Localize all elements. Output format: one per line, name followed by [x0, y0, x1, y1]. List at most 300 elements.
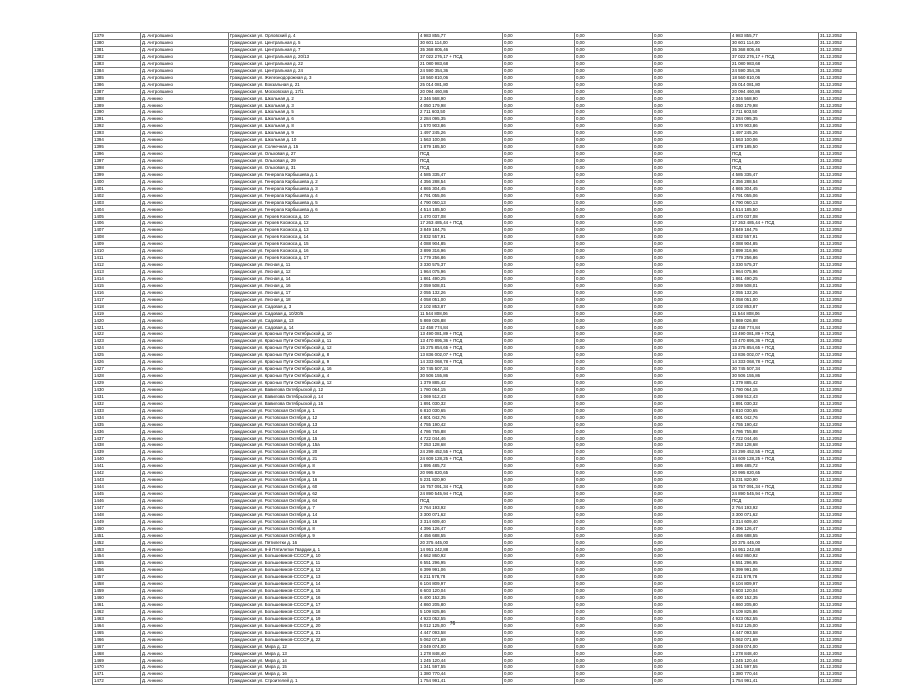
table-cell: 1407 — [93, 227, 141, 234]
table-cell: 1425 — [93, 352, 141, 359]
table-cell: 1468 — [93, 650, 141, 657]
table-cell: 0,00 — [653, 490, 731, 497]
table-cell: 0,00 — [653, 539, 731, 546]
table-cell: 13 836 002,07 + ПСД — [419, 352, 503, 359]
table-cell: 31.12.2052 — [819, 157, 857, 164]
table-cell: 0,00 — [503, 178, 575, 185]
table-cell: 0,00 — [575, 220, 653, 227]
table-cell: 1435 — [93, 421, 141, 428]
table-cell: Гражданская ул. Героев Космоса д. 12 — [229, 220, 419, 227]
table-cell: 31.12.2052 — [819, 504, 857, 511]
table-cell: 30 601 114,00 — [731, 39, 819, 46]
table-row — [93, 650, 857, 657]
table-cell: 1 379 885,42 — [731, 379, 819, 386]
table-row — [93, 178, 857, 185]
table-cell: 0,00 — [503, 407, 575, 414]
table-cell: 3 849 184,75 — [419, 227, 503, 234]
table-cell: 31.12.2052 — [819, 331, 857, 338]
table-cell: 6 810 030,65 — [731, 407, 819, 414]
table-cell: 20 375 445,00 — [731, 539, 819, 546]
table-cell: 0,00 — [575, 643, 653, 650]
table-cell: 11 544 808,06 — [731, 310, 819, 317]
table-cell: 0,00 — [575, 171, 653, 178]
table-cell: 30 745 507,34 — [731, 366, 819, 373]
table-cell: 0,00 — [503, 504, 575, 511]
table-cell: Гражданская ул. Большевиков-ССССР д. 16 — [229, 594, 419, 601]
table-cell: Гражданская ул. Лесная д. 11 — [229, 261, 419, 268]
table-cell: Д. Аннино — [141, 442, 229, 449]
table-cell: Д. Аннино — [141, 386, 229, 393]
table-cell: 4 983 855,77 — [419, 33, 503, 40]
table-row — [93, 574, 857, 581]
table-cell: 0,00 — [575, 60, 653, 67]
table-cell: 31.12.2052 — [819, 490, 857, 497]
table-cell: 0,00 — [575, 310, 653, 317]
table-cell: 1393 — [93, 130, 141, 137]
table-cell: 0,00 — [575, 130, 653, 137]
table-cell: Д. Аннино — [141, 657, 229, 664]
table-cell: 31.12.2052 — [819, 324, 857, 331]
table-cell: Гражданская ул. Красных Пути Октябрьской д. 9 — [229, 359, 419, 366]
table-cell: 0,00 — [653, 372, 731, 379]
table-cell: Д. Аннино — [141, 532, 229, 539]
table-cell: 0,00 — [503, 192, 575, 199]
table-cell: Д. Аннино — [141, 435, 229, 442]
table-cell: 30 506 155,86 — [419, 372, 503, 379]
table-cell: Гражданская ул. Железнодорожная д. 3 — [229, 74, 419, 81]
table-cell: 31.12.2052 — [819, 483, 857, 490]
table-row — [93, 227, 857, 234]
table-cell: 0,00 — [575, 546, 653, 553]
table-cell: 31.12.2052 — [819, 123, 857, 130]
table-cell: 31.12.2052 — [819, 261, 857, 268]
table-cell: 1399 — [93, 171, 141, 178]
table-cell: 31.12.2052 — [819, 636, 857, 643]
table-cell: 31.12.2052 — [819, 386, 857, 393]
table-cell: 0,00 — [653, 650, 731, 657]
table-cell: 0,00 — [503, 456, 575, 463]
table-cell: 0,00 — [503, 144, 575, 151]
table-cell: 31.12.2052 — [819, 629, 857, 636]
table-cell: 0,00 — [575, 504, 653, 511]
table-cell: 3 899 316,96 — [731, 248, 819, 255]
table-cell: Д. Аннино — [141, 157, 229, 164]
table-cell: 0,00 — [575, 442, 653, 449]
table-cell: 0,00 — [503, 678, 575, 685]
table-row — [93, 366, 857, 373]
table-cell: 0,00 — [653, 289, 731, 296]
table-cell: Д. Антропшино — [141, 33, 229, 40]
table-row — [93, 171, 857, 178]
table-cell: 31.12.2052 — [819, 227, 857, 234]
table-cell: Д. Аннино — [141, 581, 229, 588]
table-cell: 0,00 — [575, 615, 653, 622]
table-cell: 0,00 — [653, 268, 731, 275]
table-cell: 0,00 — [653, 601, 731, 608]
table-cell: 31.12.2052 — [819, 282, 857, 289]
table-cell: 0,00 — [503, 67, 575, 74]
table-cell: 0,00 — [503, 449, 575, 456]
table-cell: Д. Аннино — [141, 615, 229, 622]
table-row — [93, 109, 857, 116]
table-cell: 4 722 044,46 — [419, 435, 503, 442]
table-cell: 0,00 — [503, 400, 575, 407]
table-cell: 0,00 — [575, 483, 653, 490]
table-cell: 31.12.2052 — [819, 178, 857, 185]
table-cell: 4 790 060,13 — [419, 199, 503, 206]
table-cell: 4 801 042,76 — [419, 414, 503, 421]
table-cell: 1472 — [93, 678, 141, 685]
table-cell: 31.12.2052 — [819, 74, 857, 81]
table-cell: Гражданская ул. Вавилова Октябрьской д. 14 — [229, 393, 419, 400]
table-cell: 0,00 — [575, 601, 653, 608]
table-cell: 1419 — [93, 310, 141, 317]
table-cell: Гражданская ул. Ростовская Октября д. 14 — [229, 428, 419, 435]
table-cell: 0,00 — [575, 67, 653, 74]
table-cell: Д. Аннино — [141, 185, 229, 192]
table-cell: Д. Аннино — [141, 192, 229, 199]
table-cell: 0,00 — [503, 594, 575, 601]
table-cell: Д. Аннино — [141, 130, 229, 137]
table-cell: Гражданская ул. Красных Пути Октябрьской д. 12 — [229, 379, 419, 386]
table-cell: 0,00 — [575, 345, 653, 352]
table-cell: 37 022 276,17 + ПСД — [731, 53, 819, 60]
table-cell: 7 253 128,68 — [419, 442, 503, 449]
table-cell: 0,00 — [653, 671, 731, 678]
table-cell: 31.12.2052 — [819, 95, 857, 102]
table-cell: 5 869 026,88 — [419, 317, 503, 324]
table-cell: 14 951 242,88 — [419, 546, 503, 553]
table-cell: Д. Аннино — [141, 671, 229, 678]
table-cell: 0,00 — [575, 296, 653, 303]
table-cell: 0,00 — [503, 157, 575, 164]
table-cell: 1458 — [93, 581, 141, 588]
table-cell: 1400 — [93, 178, 141, 185]
table-cell: 0,00 — [575, 74, 653, 81]
table-cell: Д. Аннино — [141, 171, 229, 178]
table-cell: 4 058 051,00 — [419, 296, 503, 303]
table-cell: 2 711 603,50 — [731, 109, 819, 116]
table-cell: 1428 — [93, 372, 141, 379]
table-row — [93, 629, 857, 636]
table-cell: 31.12.2052 — [819, 539, 857, 546]
table-cell: 1 895 485,72 — [731, 463, 819, 470]
table-cell: 1447 — [93, 504, 141, 511]
table-cell: 0,00 — [653, 324, 731, 331]
table-cell: 16 757 091,34 + ПСД — [731, 483, 819, 490]
table-cell: 0,00 — [653, 435, 731, 442]
table-row — [93, 164, 857, 171]
table-cell: Гражданская ул. Красных Пути Октябрьской д. 11 — [229, 338, 419, 345]
table-cell: Д. Аннино — [141, 150, 229, 157]
table-cell: 0,00 — [575, 234, 653, 241]
table-row — [93, 261, 857, 268]
table-cell: 0,00 — [653, 171, 731, 178]
table-cell: 0,00 — [653, 33, 731, 40]
table-cell: Гражданская ул. Ростовская Октября д. 12 — [229, 414, 419, 421]
table-row — [93, 497, 857, 504]
table-cell: 0,00 — [503, 671, 575, 678]
table-cell: 0,00 — [503, 130, 575, 137]
table-row — [93, 95, 857, 102]
table-cell: 31.12.2052 — [819, 372, 857, 379]
table-row — [93, 379, 857, 386]
table-cell: 0,00 — [503, 255, 575, 262]
table-cell: 0,00 — [653, 130, 731, 137]
table-cell: 1390 — [93, 109, 141, 116]
table-cell: 0,00 — [653, 74, 731, 81]
table-cell: Д. Аннино — [141, 539, 229, 546]
table-cell: Гражданская ул. Красных Пути Октябрьской д. 8 — [229, 352, 419, 359]
table-cell: 35 368 805,46 — [731, 46, 819, 53]
table-cell: Д. Аннино — [141, 601, 229, 608]
table-cell: 4 722 044,46 — [731, 435, 819, 442]
table-cell: 5 231 820,90 — [731, 477, 819, 484]
table-cell: Д. Аннино — [141, 296, 229, 303]
table-row — [93, 157, 857, 164]
table-cell: Д. Аннино — [141, 518, 229, 525]
table-cell: ПСД — [419, 150, 503, 157]
table-cell: Д. Аннино — [141, 164, 229, 171]
table-cell: 0,00 — [503, 372, 575, 379]
table-cell: 31.12.2052 — [819, 234, 857, 241]
table-cell: 0,00 — [653, 95, 731, 102]
table-row — [93, 442, 857, 449]
table-cell: Д. Аннино — [141, 95, 229, 102]
table-cell: 1 380 770,44 — [419, 671, 503, 678]
table-cell: 31.12.2052 — [819, 671, 857, 678]
table-cell: Гражданская ул. Школьная д. 3 — [229, 102, 419, 109]
table-cell: 1445 — [93, 490, 141, 497]
table-cell: 1434 — [93, 414, 141, 421]
table-cell: 4 786 755,88 — [731, 428, 819, 435]
table-cell: 1384 — [93, 67, 141, 74]
table-cell: 0,00 — [503, 477, 575, 484]
table-cell: 0,00 — [653, 213, 731, 220]
table-cell: 1383 — [93, 60, 141, 67]
table-cell: 20 094 460,86 — [419, 88, 503, 95]
table-cell: 0,00 — [653, 137, 731, 144]
table-cell: 0,00 — [575, 414, 653, 421]
table-cell: 1 341 597,55 — [731, 664, 819, 671]
table-row — [93, 359, 857, 366]
table-cell: 0,00 — [575, 379, 653, 386]
table-cell: 1388 — [93, 95, 141, 102]
table-cell: 31.12.2052 — [819, 414, 857, 421]
table-cell: 1 964 075,96 — [419, 268, 503, 275]
table-cell: 31.12.2052 — [819, 560, 857, 567]
table-cell: 4 088 904,85 — [419, 241, 503, 248]
table-cell: 31.12.2052 — [819, 150, 857, 157]
table-cell: 0,00 — [575, 539, 653, 546]
table-cell: Д. Аннино — [141, 324, 229, 331]
table-cell: 3 330 575,37 — [419, 261, 503, 268]
table-row — [93, 289, 857, 296]
table-body — [93, 33, 857, 685]
table-cell: 12 458 774,84 — [419, 324, 503, 331]
table-row — [93, 470, 857, 477]
table-cell: 6 810 030,65 — [419, 407, 503, 414]
table-cell: 0,00 — [575, 400, 653, 407]
table-cell: Гражданская ул. Генерала Карбышева д. 1 — [229, 171, 419, 178]
table-cell: Д. Аннино — [141, 525, 229, 532]
table-row — [93, 678, 857, 685]
table-cell: 0,00 — [503, 303, 575, 310]
table-cell: 0,00 — [575, 359, 653, 366]
table-cell: 0,00 — [575, 421, 653, 428]
table-cell: 1417 — [93, 296, 141, 303]
table-cell: 0,00 — [503, 657, 575, 664]
table-cell: 0,00 — [503, 428, 575, 435]
table-row — [93, 511, 857, 518]
table-cell: Гражданская ул. Большевиков-ССССР д. 17 — [229, 601, 419, 608]
table-cell: 1431 — [93, 393, 141, 400]
table-cell: 0,00 — [653, 574, 731, 581]
table-cell: 1452 — [93, 539, 141, 546]
table-cell: 1398 — [93, 164, 141, 171]
table-cell: 0,00 — [503, 220, 575, 227]
table-cell: 1454 — [93, 553, 141, 560]
table-cell: 31.12.2052 — [819, 289, 857, 296]
table-row — [93, 53, 857, 60]
table-cell: 1437 — [93, 435, 141, 442]
table-cell: 31.12.2052 — [819, 359, 857, 366]
table-cell: 0,00 — [575, 407, 653, 414]
table-cell: Д. Антропшино — [141, 74, 229, 81]
table-cell: 31.12.2052 — [819, 643, 857, 650]
table-cell: 1 379 885,42 — [419, 379, 503, 386]
table-cell: 0,00 — [653, 511, 731, 518]
table-cell: 0,00 — [575, 525, 653, 532]
table-cell: 31.12.2052 — [819, 192, 857, 199]
table-cell: Гражданская ул. Вавилова Октябрьской д. 15 — [229, 400, 419, 407]
table-cell: 21 080 983,68 — [731, 60, 819, 67]
table-cell: Д. Аннино — [141, 123, 229, 130]
table-cell: 31.12.2052 — [819, 463, 857, 470]
table-cell: 1446 — [93, 497, 141, 504]
table-cell: 25 014 081,80 — [731, 81, 819, 88]
table-row — [93, 310, 857, 317]
table-cell: 4 585 335,47 — [419, 171, 503, 178]
table-cell: 1380 — [93, 39, 141, 46]
table-cell: 31.12.2052 — [819, 650, 857, 657]
table-cell: 21 080 983,68 — [419, 60, 503, 67]
table-cell: 4 356 288,54 — [731, 178, 819, 185]
table-row — [93, 130, 857, 137]
table-cell: 0,00 — [653, 678, 731, 685]
table-cell: Д. Аннино — [141, 678, 229, 685]
table-cell: 31.12.2052 — [819, 248, 857, 255]
table-cell: 0,00 — [653, 192, 731, 199]
table-cell: 3 314 609,40 — [731, 518, 819, 525]
table-cell: 31.12.2052 — [819, 421, 857, 428]
table-cell: 31.12.2052 — [819, 206, 857, 213]
table-cell: 1467 — [93, 643, 141, 650]
table-cell: 0,00 — [653, 345, 731, 352]
table-row — [93, 490, 857, 497]
table-cell: 3 314 609,40 — [419, 518, 503, 525]
table-cell: 0,00 — [503, 345, 575, 352]
table-cell: 1426 — [93, 359, 141, 366]
table-row — [93, 67, 857, 74]
table-cell: 1 069 512,43 — [419, 393, 503, 400]
table-cell: 0,00 — [575, 102, 653, 109]
table-cell: 1 895 485,72 — [419, 463, 503, 470]
table-cell: Д. Аннино — [141, 456, 229, 463]
table-cell: 6 211 578,78 — [731, 574, 819, 581]
table-row — [93, 546, 857, 553]
table-cell: 2 711 603,50 — [419, 109, 503, 116]
table-cell: Гражданская ул. Ростовская Октября д. 1 — [229, 407, 419, 414]
table-row — [93, 407, 857, 414]
table-cell: 20 094 460,86 — [731, 88, 819, 95]
table-cell: Гражданская ул. Героев Космоса д. 16 — [229, 248, 419, 255]
table-cell: 31.12.2052 — [819, 33, 857, 40]
table-cell: Гражданская ул. Ростовская Октября д. 8 — [229, 463, 419, 470]
table-cell: 4 790 060,13 — [731, 199, 819, 206]
table-cell: 31.12.2052 — [819, 497, 857, 504]
table-cell: Гражданская ул. Ростовская Октября д. 8 — [229, 525, 419, 532]
table-cell: 0,00 — [575, 213, 653, 220]
table-cell: 6 104 809,97 — [419, 581, 503, 588]
table-cell: 0,00 — [503, 581, 575, 588]
table-cell: 0,00 — [575, 588, 653, 595]
table-cell: 4 396 126,47 — [731, 525, 819, 532]
table-cell: 31.12.2052 — [819, 268, 857, 275]
table-cell: 0,00 — [575, 532, 653, 539]
table-cell: 31.12.2052 — [819, 255, 857, 262]
table-cell: 0,00 — [503, 338, 575, 345]
table-cell: 0,00 — [653, 379, 731, 386]
table-cell: 30 601 114,00 — [419, 39, 503, 46]
table-cell: Гражданская ул. Ростовская Октября д. 21 — [229, 456, 419, 463]
table-cell: Гражданская ул. Мира д. 16 — [229, 671, 419, 678]
table-cell: 0,00 — [575, 553, 653, 560]
table-cell: Д. Аннино — [141, 268, 229, 275]
table-cell: 0,00 — [653, 359, 731, 366]
table-cell: 0,00 — [503, 511, 575, 518]
table-cell: 0,00 — [575, 428, 653, 435]
table-cell: 0,00 — [575, 366, 653, 373]
table-cell: Д. Антропшино — [141, 81, 229, 88]
table-cell: Гражданская ул. Большевиков-ССССР д. 18 — [229, 608, 419, 615]
table-cell: 11 544 808,06 — [419, 310, 503, 317]
table-cell: Д. Антропшино — [141, 46, 229, 53]
table-cell: 0,00 — [503, 435, 575, 442]
table-row — [93, 483, 857, 490]
table-cell: Гражданская ул. Школьная д. 9 — [229, 130, 419, 137]
table-cell: 1442 — [93, 470, 141, 477]
table-cell: 1392 — [93, 123, 141, 130]
table-cell: Д. Аннино — [141, 289, 229, 296]
table-cell: 1418 — [93, 303, 141, 310]
table-cell: Гражданская ул. Центральная д. 22 — [229, 60, 419, 67]
table-cell: 31.12.2052 — [819, 53, 857, 60]
budget-table — [92, 32, 857, 685]
table-row — [93, 338, 857, 345]
table-cell: 0,00 — [575, 137, 653, 144]
table-cell: 0,00 — [653, 261, 731, 268]
table-cell: 0,00 — [653, 532, 731, 539]
table-cell: 1 780 064,15 — [419, 386, 503, 393]
table-cell: Гражданская ул. Центральная д. 7 — [229, 46, 419, 53]
table-cell: 0,00 — [653, 331, 731, 338]
table-cell: 31.12.2052 — [819, 601, 857, 608]
table-cell: 31.12.2052 — [819, 532, 857, 539]
table-cell: Д. Аннино — [141, 137, 229, 144]
table-cell: 1470 — [93, 664, 141, 671]
table-cell: 24 609 128,25 + ПСД — [419, 456, 503, 463]
